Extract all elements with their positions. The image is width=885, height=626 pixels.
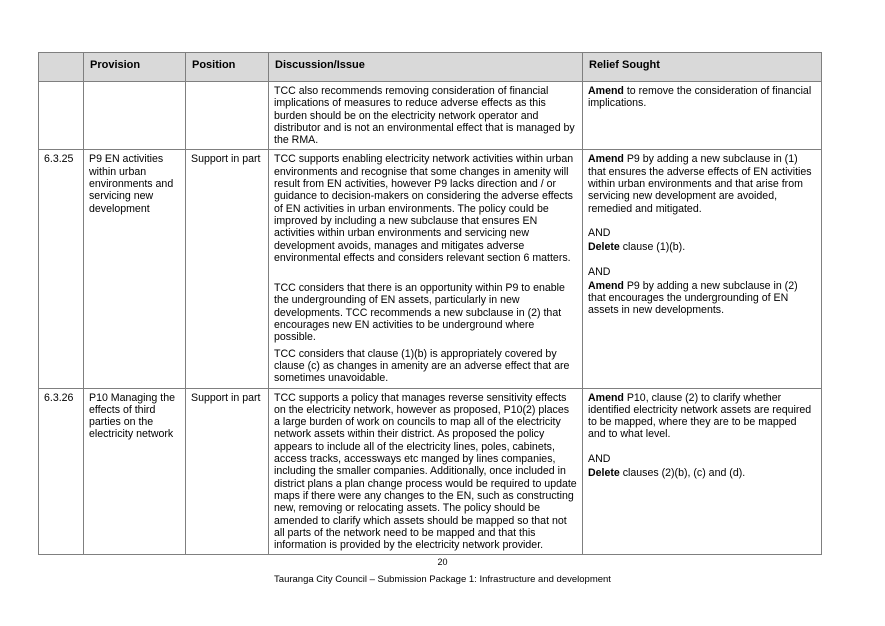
- cell-discussion: [269, 82, 583, 150]
- relief-keyword: Amend: [588, 279, 624, 292]
- cell-discussion: [269, 388, 583, 555]
- cell-position: [186, 82, 269, 150]
- discussion-text: TCC supports enabling electricity network activities within urban environments and recognise that some changes in amenity will result from EN activities, however P9 lacks direction and / or guidance to decision-makers on considering the adverse effects of EN activities in urban environments. The policy could be improved by including a new subclause that ensures EN activities within urban environments and servicing new development avoids, manages and mitigates adverse environmental effects and considers relevant section 6 matters.: [274, 153, 574, 264]
- relief-keyword: Amend: [588, 85, 624, 97]
- discussion-text: TCC considers that there is an opportunity within P9 to enable the undergrounding of EN assets, particularly in new developments. TCC recommends a new subclause in (2) that encourages new EN activities to be underground where possible.: [274, 282, 565, 344]
- table-row: [39, 150, 822, 388]
- submission-table: [38, 52, 822, 555]
- relief-text: Amend to remove the consideration of financial implications.: [588, 85, 812, 110]
- table-header-row: [39, 53, 822, 82]
- header-number: [39, 53, 84, 82]
- relief-keyword: Delete: [588, 467, 620, 480]
- discussion-text: TCC considers that clause (1)(b) is appropriately covered by clause (c) as changes in amenity are an adverse effect that are sometimes unavoidable.: [274, 347, 570, 385]
- cell-position: Support in part: [186, 150, 269, 388]
- cell-relief: [583, 82, 822, 150]
- table-row: [39, 388, 822, 555]
- relief-text: Amend P9 by adding a new subclause in (1) that ensures the adverse effects of EN activities within urban environments and that arise from servicing new development are avoided, remedied and mitigated.: [588, 153, 812, 215]
- cell-relief: [583, 150, 822, 388]
- cell-number: 6.3.26: [39, 388, 84, 555]
- page-footer: Tauranga City Council – Submission Package 1: Infrastructure and development: [274, 574, 611, 585]
- cell-provision: [84, 82, 186, 150]
- discussion-text: TCC supports a policy that manages reverse sensitivity effects on the electricity network, however as proposed, P10(2) places a large burden of work on councils to map all of the electricity network assets within their district. As proposed the policy appears to include all of the electricity lines, poles, cabinets, access tracks, accessways etc manged by lines companies, including the smaller companies. Additionally, once included in district plans a plan change process would be required to update maps if there were any changes to the EN, such as constructing new, removing or relocating assets. The policy should be amended to clarify which assets should be mapped so that not all parts of the network need to be mapped and that this information is provided by the electricity network provider.: [274, 391, 577, 552]
- relief-text: Amend P10, clause (2) to clarify whether identified electricity network assets are required to be mapped, where they are to be mapped and to what level.: [588, 391, 812, 441]
- relief-text: Amend P9 by adding a new subclause in (2) that encourages the undergrounding of EN assets in new developments.: [588, 279, 798, 317]
- header-provision: Provision: [84, 53, 186, 82]
- header-discussion: Discussion/Issue: [269, 53, 583, 82]
- relief-and: AND: [588, 226, 611, 239]
- table-row: [39, 82, 822, 150]
- relief-and: AND: [588, 452, 611, 465]
- cell-position: Support in part: [186, 388, 269, 555]
- page-number: 20: [437, 557, 448, 567]
- cell-provision: P10 Managing the effects of third parties on the electricity network: [84, 388, 186, 555]
- relief-text: Delete clause (1)(b).: [588, 241, 686, 254]
- relief-and: AND: [588, 265, 611, 278]
- relief-keyword: Delete: [588, 241, 620, 254]
- cell-relief: [583, 388, 822, 555]
- header-relief: Relief Sought: [583, 53, 822, 82]
- relief-keyword: Amend: [588, 391, 624, 404]
- cell-number: [39, 82, 84, 150]
- relief-keyword: Amend: [588, 153, 624, 166]
- cell-discussion: [269, 150, 583, 388]
- header-position: Position: [186, 53, 269, 82]
- cell-provision: P9 EN activities within urban environments and servicing new development: [84, 150, 186, 388]
- discussion-text: TCC also recommends removing consideration of financial implications of measures to reduce adverse effects as this burden should be on the electricity network operator and distributor and is not an environmental effect that is managed by the RMA.: [274, 85, 575, 147]
- cell-number: 6.3.25: [39, 150, 84, 388]
- relief-text: Delete clauses (2)(b), (c) and (d).: [588, 467, 746, 480]
